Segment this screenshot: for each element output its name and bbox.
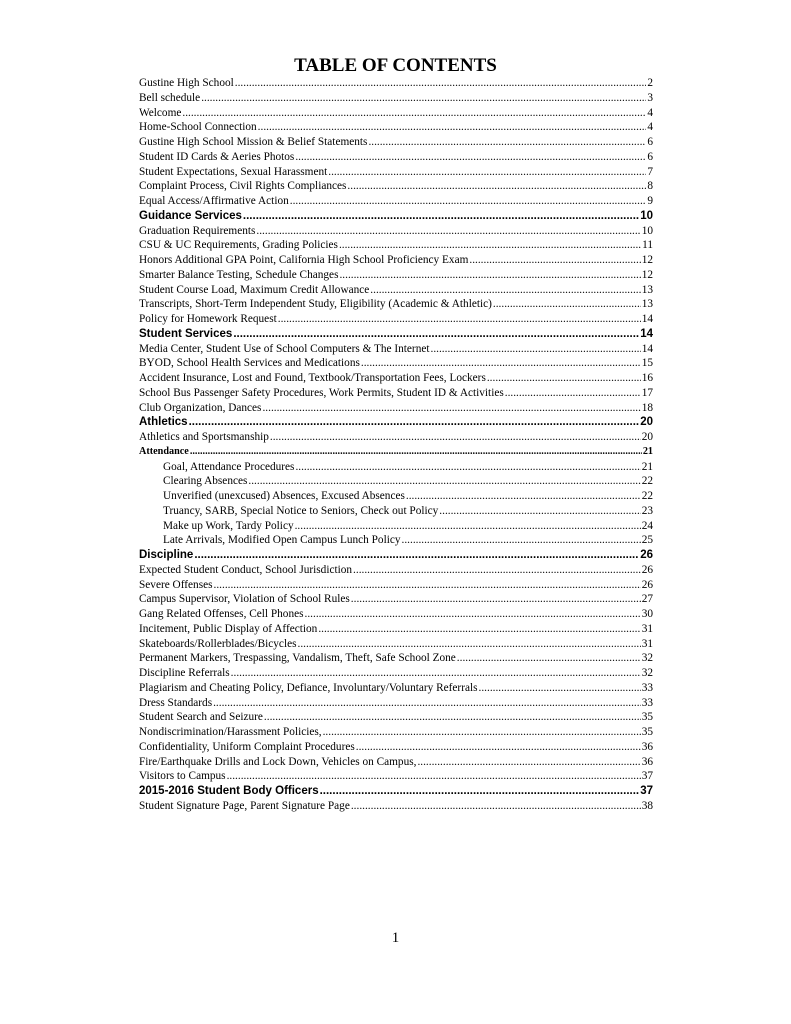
dot-leader [469, 253, 640, 268]
toc-entry [139, 224, 653, 239]
toc-entry [139, 165, 653, 180]
toc-entry-label: Unverified (unexcused) Absences, Excused Absences [163, 490, 405, 502]
toc-entry-label: Fire/Earthquake Drills and Lock Down, Vehicles on Campus, [139, 755, 417, 768]
toc-entry [139, 681, 653, 696]
toc-entry-label: Club Organization, Dances [139, 401, 262, 414]
dot-leader [290, 194, 647, 209]
dot-leader [339, 238, 641, 253]
toc-entry-label: Media Center, Student Use of School Computers & The Internet [139, 342, 430, 355]
dot-leader [201, 91, 646, 106]
toc-entry-page: 36 [641, 755, 653, 768]
toc-entry-page: 10 [640, 209, 653, 222]
dot-leader [233, 327, 639, 342]
toc-entry-page: 12 [641, 254, 653, 266]
toc-entry-label: Equal Access/Affirmative Action [139, 195, 289, 207]
toc-entry-label: Make up Work, Tardy Policy [163, 519, 294, 532]
dot-leader [278, 312, 641, 327]
toc-entry-page: 14 [641, 313, 653, 325]
dot-leader [264, 710, 641, 725]
dot-leader [323, 725, 641, 740]
toc-entry-page: 25 [641, 534, 653, 547]
toc-entry-page: 7 [647, 165, 653, 178]
dot-leader [431, 342, 641, 357]
toc-entry-label: Home-School Connection [139, 121, 257, 134]
toc-entry-page: 32 [641, 652, 653, 665]
dot-leader [248, 474, 640, 489]
toc-entry [139, 784, 653, 799]
toc-entry-page: 22 [641, 490, 653, 502]
toc-entry-label: BYOD, School Health Services and Medications [139, 357, 360, 370]
toc-entry-label: Student ID Cards & Aeries Photos [139, 150, 295, 163]
toc-entry-label: Confidentiality, Uniform Complaint Procedures [139, 740, 355, 753]
toc-entry [139, 607, 653, 622]
dot-leader [356, 740, 641, 755]
dot-leader [190, 445, 642, 460]
toc-entry-label: Policy for Homework Request [139, 313, 277, 325]
toc-entry [139, 135, 653, 150]
toc-entry [139, 622, 653, 637]
toc-entry-page: 37 [640, 785, 653, 797]
dot-leader [351, 592, 641, 607]
toc-entry-page: 9 [647, 195, 653, 207]
dot-leader [318, 622, 640, 637]
toc-entry [139, 740, 653, 755]
toc-entry-label: Student Signature Page, Parent Signature Page [139, 799, 350, 812]
toc-entry-page: 6 [647, 150, 653, 163]
toc-entry-label: Campus Supervisor, Violation of School Rules [139, 593, 350, 606]
toc-entry-label: Student Expectations, Sexual Harassment [139, 165, 328, 178]
toc-entry-page: 4 [647, 106, 653, 119]
toc-entry-label: Gustine High School Mission & Belief Statements [139, 136, 368, 148]
toc-entry-page: 26 [641, 578, 653, 591]
toc-entry-label: Complaint Process, Civil Rights Compliances [139, 180, 347, 193]
toc-entry-label: Attendance [139, 445, 189, 457]
toc-entry-page: 27 [641, 593, 653, 606]
toc-entry-label: Clearing Absences [163, 475, 248, 488]
toc-entry-page: 30 [641, 608, 653, 620]
toc-entry-page: 20 [641, 431, 653, 443]
dot-leader [439, 504, 640, 519]
toc-entry-label: Dress Standards [139, 696, 213, 709]
toc-entry-page: 18 [641, 401, 653, 414]
toc-entry [139, 725, 653, 740]
toc-entry [139, 356, 653, 371]
dot-leader [305, 607, 641, 622]
toc-entry-page: 2 [647, 77, 653, 89]
toc-entry [139, 253, 653, 268]
toc-entry-label: CSU & UC Requirements, Grading Policies [139, 239, 338, 252]
toc-entry-page: 36 [641, 740, 653, 753]
toc-entry-page: 38 [641, 799, 653, 812]
toc-entry-label: Late Arrivals, Modified Open Campus Lunch Policy [163, 534, 401, 547]
toc-entry-label: 2015-2016 Student Body Officers [139, 785, 319, 797]
toc-entry [139, 209, 653, 224]
toc-entry-label: Incitement, Public Display of Affection [139, 622, 318, 635]
toc-entry [139, 386, 653, 401]
toc-entry-label: Skateboards/Rollerblades/Bicycles [139, 637, 297, 650]
dot-leader [402, 533, 641, 548]
toc-entry [139, 76, 653, 91]
toc-entry-label: Discipline Referrals [139, 667, 230, 679]
toc-entry-label: Athletics [139, 416, 188, 429]
toc-entry-page: 26 [640, 549, 653, 561]
toc-entry-page: 32 [641, 667, 653, 679]
toc-entry [139, 460, 653, 475]
dot-leader [295, 460, 640, 475]
toc-entry-label: Student Course Load, Maximum Credit Allowance [139, 283, 370, 296]
toc-entry-label: Student Services [139, 327, 233, 340]
dot-leader [353, 563, 641, 578]
toc-entry-page: 33 [641, 681, 653, 694]
dot-leader [262, 401, 640, 416]
toc-entry-label: Gang Related Offenses, Cell Phones [139, 608, 304, 620]
dot-leader [295, 150, 646, 165]
toc-entry [139, 504, 653, 519]
dot-leader [298, 637, 641, 652]
toc-entry-label: Visitors to Campus [139, 770, 226, 783]
dot-leader [258, 120, 647, 135]
dot-leader [270, 430, 641, 445]
toc-entry-label: Smarter Balance Testing, Schedule Changes [139, 268, 339, 281]
toc-entry-label: School Bus Passenger Safety Procedures, Work Permits, Student ID & Activities [139, 386, 504, 399]
toc-entry-page: 21 [642, 445, 653, 457]
toc-entry [139, 401, 653, 416]
toc-entry-label: Accident Insurance, Lost and Found, Textbook/Transportation Fees, Lockers [139, 372, 486, 384]
toc-entry-page: 6 [647, 136, 653, 148]
toc-entry-label: Welcome [139, 106, 182, 119]
toc-entry-page: 12 [641, 268, 653, 281]
toc-entry [139, 283, 653, 298]
dot-leader [368, 135, 646, 150]
toc-entry [139, 120, 653, 135]
toc-entry [139, 91, 653, 106]
toc-entry [139, 755, 653, 770]
dot-leader [457, 651, 641, 666]
dot-leader [361, 356, 641, 371]
page-number: 1 [391, 930, 400, 946]
toc-entry-label: Nondiscrimination/Harassment Policies, [139, 726, 322, 738]
toc-entry-page: 17 [641, 386, 653, 399]
toc-entry [139, 578, 653, 593]
toc-entry-page: 16 [641, 372, 653, 384]
dot-leader [347, 179, 646, 194]
toc-entry-page: 22 [641, 475, 653, 488]
toc-entry [139, 415, 653, 430]
toc-entry-label: Permanent Markers, Trespassing, Vandalism, Theft, Safe School Zone [139, 652, 456, 665]
toc-entry-page: 10 [641, 224, 653, 237]
toc-entry-page: 3 [647, 91, 653, 104]
dot-leader [243, 209, 639, 224]
dot-leader [493, 297, 641, 312]
dot-leader [406, 489, 641, 504]
toc-entry [139, 312, 653, 327]
toc-entry-page: 37 [641, 770, 653, 783]
toc-entry-page: 13 [641, 283, 653, 296]
toc-entry [139, 268, 653, 283]
toc-entry-label: Plagiarism and Cheating Policy, Defiance, Involuntary/Voluntary Referrals [139, 681, 478, 694]
toc-entry-page: 13 [641, 298, 653, 311]
dot-leader [351, 799, 641, 814]
toc-entry-label: Guidance Services [139, 209, 242, 222]
toc-entry [139, 563, 653, 578]
toc-entry-page: 8 [647, 180, 653, 193]
toc-entry [139, 519, 653, 534]
toc-entry [139, 297, 653, 312]
toc-entry-page: 26 [641, 563, 653, 576]
toc-entry [139, 238, 653, 253]
dot-leader [505, 386, 641, 401]
toc-entry-label: Gustine High School [139, 77, 234, 89]
toc-entry-label: Expected Student Conduct, School Jurisdiction [139, 563, 353, 576]
dot-leader [295, 519, 641, 534]
toc-entry [139, 371, 653, 386]
toc-entry-label: Athletics and Sportsmanship [139, 431, 269, 443]
toc-entry-page: 23 [641, 504, 653, 517]
toc-entry [139, 592, 653, 607]
toc-entry [139, 799, 653, 814]
toc-entry-label: Honors Additional GPA Point, California High School Proficiency Exam [139, 254, 469, 266]
toc-entry [139, 150, 653, 165]
toc-entry [139, 548, 653, 563]
dot-leader [256, 224, 640, 239]
toc-entry-page: 15 [641, 357, 653, 370]
toc-entry [139, 651, 653, 666]
toc-entry [139, 106, 653, 121]
toc-entry-label: Goal, Attendance Procedures [163, 460, 295, 473]
toc-entry [139, 769, 653, 784]
toc-entry-page: 33 [641, 696, 653, 709]
toc-entry-page: 35 [641, 726, 653, 738]
dot-leader [214, 578, 641, 593]
toc-entry-label: Discipline [139, 549, 194, 561]
toc-entry-label: Student Search and Seizure [139, 711, 263, 724]
toc-entry [139, 696, 653, 711]
toc-entry-label: Truancy, SARB, Special Notice to Seniors, Check out Policy [163, 504, 439, 517]
toc-entry-page: 31 [641, 622, 653, 635]
dot-leader [320, 784, 640, 799]
toc-entry-page: 24 [641, 519, 653, 532]
toc-entry [139, 489, 653, 504]
toc-entry [139, 710, 653, 725]
toc-entry-label: Graduation Requirements [139, 224, 256, 237]
toc-entry-page: 21 [641, 460, 653, 473]
toc-entry [139, 666, 653, 681]
toc-entry-page: 14 [640, 327, 653, 340]
page-title: TABLE OF CONTENTS [294, 55, 497, 76]
dot-leader [231, 666, 641, 681]
table-of-contents [139, 76, 653, 814]
toc-entry [139, 342, 653, 357]
toc-entry-page: 31 [641, 637, 653, 650]
toc-entry [139, 637, 653, 652]
dot-leader [182, 106, 646, 121]
toc-entry [139, 445, 653, 460]
dot-leader [213, 696, 641, 711]
toc-entry-label: Bell schedule [139, 91, 201, 104]
toc-entry [139, 194, 653, 209]
toc-entry-page: 11 [642, 239, 653, 252]
dot-leader [487, 371, 641, 386]
toc-entry-page: 14 [641, 342, 653, 355]
toc-entry [139, 533, 653, 548]
dot-leader [328, 165, 646, 180]
toc-entry [139, 430, 653, 445]
dot-leader [235, 76, 647, 91]
dot-leader [417, 755, 640, 770]
dot-leader [339, 268, 640, 283]
toc-entry-page: 4 [647, 121, 653, 134]
toc-entry-label: Transcripts, Short-Term Independent Study, Eligibility (Academic & Athletic) [139, 298, 492, 311]
dot-leader [227, 769, 641, 784]
toc-entry-page: 35 [641, 711, 653, 724]
dot-leader [370, 283, 640, 298]
dot-leader [479, 681, 641, 696]
toc-entry-page: 20 [640, 416, 653, 429]
toc-entry [139, 327, 653, 342]
dot-leader [194, 548, 639, 563]
toc-entry-label: Severe Offenses [139, 578, 213, 591]
dot-leader [189, 415, 640, 430]
toc-entry [139, 179, 653, 194]
toc-entry [139, 474, 653, 489]
